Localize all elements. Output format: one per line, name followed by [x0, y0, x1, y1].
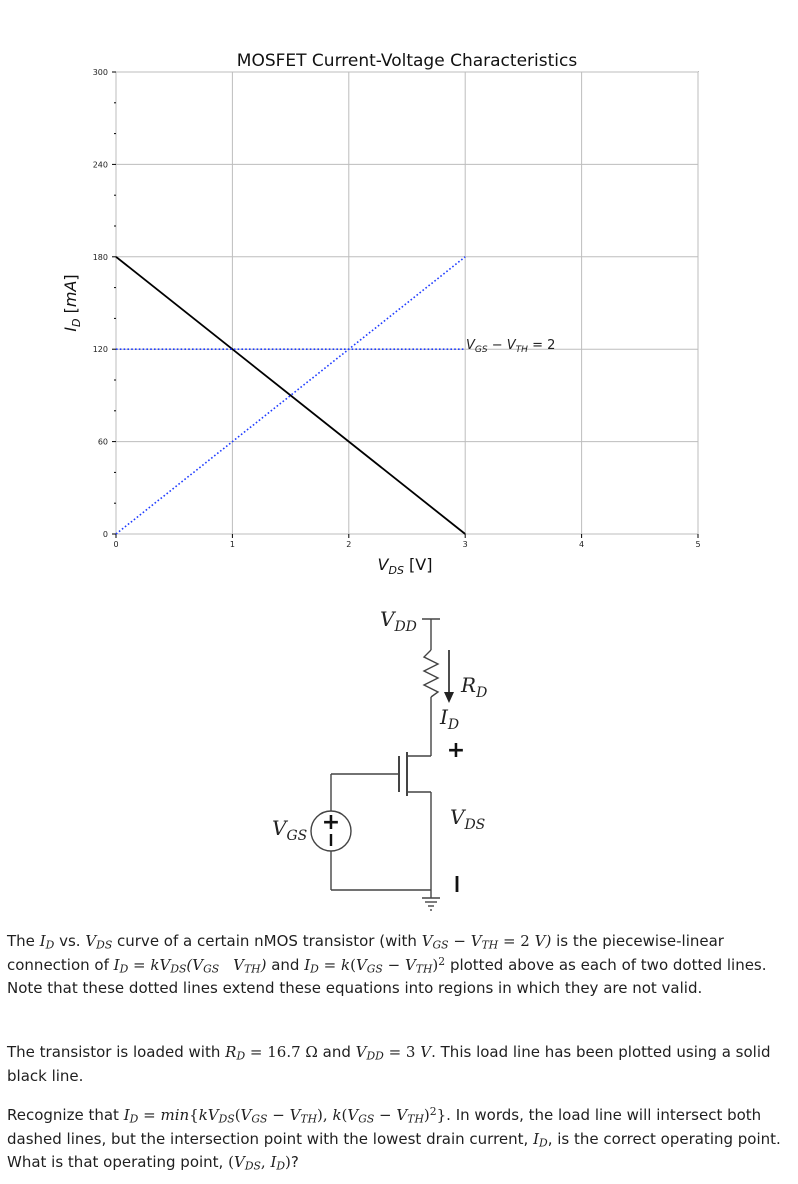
x-tick-label: 5: [695, 540, 701, 549]
vds-plus: +: [446, 738, 466, 763]
problem-paragraph-2: The transistor is loaded with $R_D = 16.7$ Ω and $V_{DD} = 3$ V. This load line has been plotted using a solid black line.: [7, 1043, 771, 1085]
problem-paragraph-1: The $I_D$ vs. $V_{DS}$ curve of a certain nMOS transistor (with $V_{GS} - V_{TH} = 2$ V) is the piecewise-linear connection of $I_D = kV_{DS}(V_{GS}$ $V_{TH}$) and $I_D = k(V_{GS} - V_{TH})^2$ plotted above as each of two dotted lines. Note that these dotted lines extend these equations into regions in which they are not valid.: [7, 932, 767, 997]
problem-paragraph-3: Recognize that $I_D = \min\{kV_{DS}(V_{GS} - V_{TH})$, $k(V_{GS} - V_{TH})^2$}. In words, the load line will intersect both dashed lines, but the intersection point with the lowest drain current, $I_D$, is the correct operating point. What is that operating point, ($V_{DS}$, $I_D$)?: [7, 1105, 781, 1173]
x-tick-label: 3: [462, 540, 468, 549]
y-tick-label: 120: [92, 345, 108, 355]
x-tick-label: 2: [346, 540, 352, 549]
x-tick-label: 0: [113, 540, 119, 549]
rd-label: $R_D$: [461, 673, 488, 701]
y-tick-label: 300: [92, 68, 108, 77]
x-axis-label: $V_{DS}$ [V]: [377, 555, 433, 577]
y-tick-label: 60: [97, 437, 108, 447]
chart-title: MOSFET Current-Voltage Characteristics: [236, 51, 578, 71]
vgs-plus: +: [321, 810, 341, 835]
x-tick-label: 1: [229, 540, 235, 549]
vds-label: $V_{DS}$: [450, 805, 486, 833]
y-tick-label: 0: [102, 530, 108, 539]
annotation-vgs-vth: $V_{GS} - V_{TH} = 2$: [466, 338, 556, 355]
vdd-label: $V_{DD}$: [380, 607, 417, 635]
y-tick-label: 180: [92, 252, 108, 262]
id-label: $I_D$: [440, 705, 460, 733]
y-axis-label: $I_D$ [mA]: [61, 274, 83, 332]
y-tick-label: 240: [92, 160, 108, 170]
current-arrow-head: [444, 692, 454, 703]
resistor-rd: [424, 650, 438, 697]
x-tick-label: 4: [579, 540, 585, 549]
vgs-label: $V_{GS}$: [272, 816, 308, 844]
